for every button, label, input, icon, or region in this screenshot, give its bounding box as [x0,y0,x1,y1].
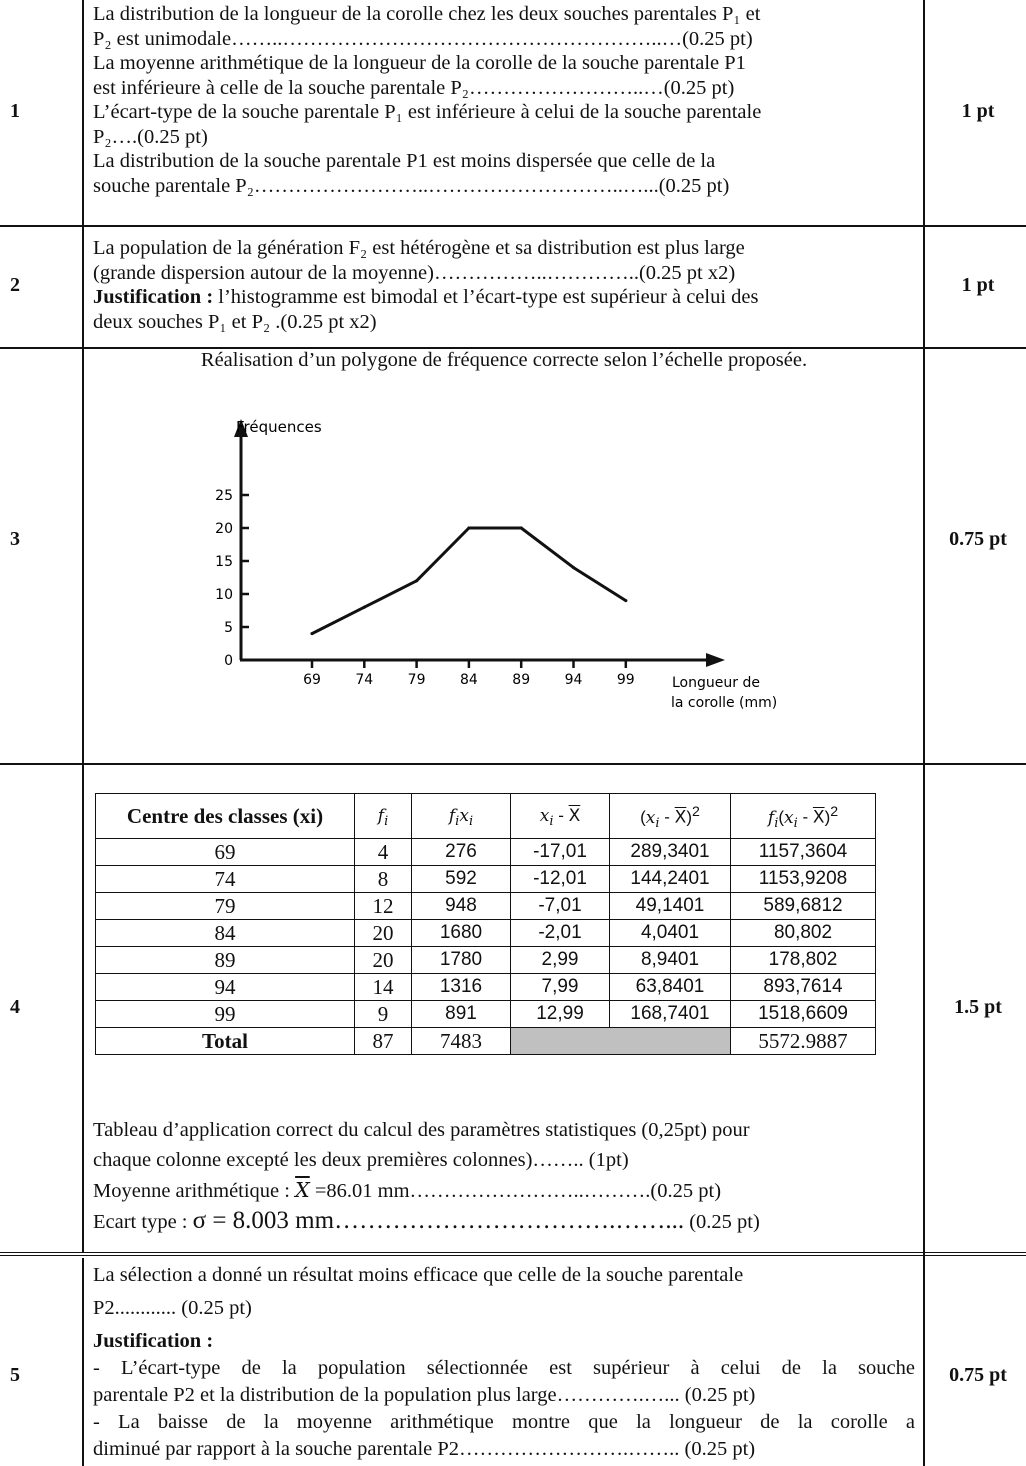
table-row [96,974,876,1001]
answer-line: P₂….(0.25 pt) [93,125,208,148]
table-cell: 5572.9887 [731,1028,876,1055]
points-value: 0.75 pt [949,1364,1007,1386]
table-cell: 49,1401 [610,893,731,920]
answer-line: La moyenne arithmétique de la longueur de la corolle de la souche parentale P1 [93,52,746,74]
table-cell: 178,802 [731,947,876,974]
x-tick-label: 74 [355,672,374,688]
x-axis-arrow-icon [706,653,725,667]
answer-line: deux souches P₁ et P₂ .(0.25 pt x2) [93,310,377,333]
table-cell: 7,99 [511,974,610,1001]
table-row [96,839,876,866]
justification-line: parentale P2 et la distribution de la population plus large………….…... (0.25 pt) [93,1384,756,1406]
table-cell: -17,01 [511,839,610,866]
answer-row-2 [0,226,1026,347]
x-tick-label: 89 [512,672,531,688]
sd-label: Ecart type : [93,1211,193,1233]
table-total-row [96,1028,876,1055]
answer-line: P₂ est unimodale……..………………………………………………..…(0.25 pt) [93,27,753,50]
note-line: chaque colonne excepté les deux premières colonnes)…….. (1pt) [93,1149,629,1171]
y-ticks [215,488,249,669]
data-point [624,599,627,602]
table-cell: 592 [412,866,511,893]
data-point [572,566,575,569]
data-point [520,527,523,530]
question-number: 5 [10,1364,20,1386]
justification-line: - L’écart-type de la population sélectionnée est supérieur à celui de la souche [93,1357,915,1379]
y-tick-label: 25 [215,488,233,504]
x-tick-label: 94 [564,672,583,688]
statistics-notes [93,1115,915,1237]
table-cell: 9 [355,1001,412,1028]
answer-text [93,236,915,334]
answer-line: (grande dispersion autour de la moyenne)……………..…………..(0.25 pt x2) [93,261,736,284]
table-cell: 168,7401 [610,1001,731,1028]
table-cell: 2,99 [511,947,610,974]
table-cell: -12,01 [511,866,610,893]
table-row [96,947,876,974]
table-cell: 8,9401 [610,947,731,974]
table-cell: 4 [355,839,412,866]
answer-text [93,1262,915,1463]
x-tick-label: 84 [459,672,478,688]
y-tick-label: 10 [215,587,233,603]
table-cell: 276 [412,839,511,866]
data-point [467,527,470,530]
justification-line: - La baisse de la moyenne arithmétique montre que la longueur de la corolle a [93,1411,915,1433]
table-cell: 893,7614 [731,974,876,1001]
answer-line: souche parentale P₂……………………..………………………..…...(0.25 pt) [93,174,730,197]
table-cell: 74 [96,866,355,893]
table-cell: 89 [96,947,355,974]
answer-line: La population de la génération F₂ est hétérogène et sa distribution est plus large [93,237,745,259]
table-cell: -2,01 [511,920,610,947]
points-value: 1.5 pt [954,996,1002,1018]
frequency-polygon-chart [180,405,820,725]
table-row [96,893,876,920]
mean-label: Moyenne arithmétique : [93,1180,296,1202]
table-cell: 1157,3604 [731,839,876,866]
table-cell: 84 [96,920,355,947]
table-cell: 891 [412,1001,511,1028]
header-fi: $f_i$ [355,794,412,839]
points-value: 1 pt [961,100,995,122]
table-cell: 20 [355,947,412,974]
points-value: 1 pt [961,274,995,296]
table-cell: 1518,6609 [731,1001,876,1028]
x-tick-label: 79 [407,672,426,688]
table-cell: 589,6812 [731,893,876,920]
note-line: Tableau d’application correct du calcul des paramètres statistiques (0,25pt) pour [93,1119,750,1141]
answer-row-5 [0,1256,1026,1466]
question-number: 1 [10,100,20,122]
justification-line: diminué par rapport à la souche parentale P2…………………….…….. (0.25 pt) [93,1438,756,1460]
sd-value: σ = 8.003 mm…………………………….……... [192,1207,685,1234]
chart-intro: Réalisation d’un polygone de fréquence correcte selon l’échelle proposée. [200,349,808,371]
data-point [415,579,418,582]
polygon-segment [312,607,364,633]
table-row [96,1001,876,1028]
table-cell: 7483 [412,1028,511,1055]
mean-value: =86.01 mm……………………..……….(0.25 pt) [309,1180,722,1202]
justification-label: Justification : [93,1330,214,1352]
y-tick-label: 15 [215,554,233,570]
table-cell: 1153,9208 [731,866,876,893]
table-cell: Total [96,1028,355,1055]
question-number: 4 [10,996,20,1018]
x-tick-label: 99 [616,672,635,688]
answer-line: La distribution de la longueur de la corolle chez les deux souches parentales P₁ et [93,3,761,25]
header-class-centre: Centre des classes (xi) [96,794,355,839]
table-cell: 94 [96,974,355,1001]
answer-text [93,2,915,198]
polygon-segment [417,528,469,581]
y-tick-label: 0 [224,653,233,669]
shaded-cell [511,1028,731,1055]
table-header-row [96,794,876,839]
answer-line: est inférieure à celle de la souche parentale P₂……………………..…(0.25 pt) [93,76,735,99]
table-cell: 289,3401 [610,839,731,866]
x-tick-label: 69 [303,672,321,688]
header-weighted-deviation-squared: $f_i(x_i - \overline{X})^2$ [731,794,876,839]
justification-text: l’histogramme est bimodal et l’écart-type est supérieur à celui des [213,286,759,308]
points-value: 0.75 pt [949,528,1007,550]
x-axis-label-line-2: la corolle (mm) [671,695,778,711]
table-cell: 69 [96,839,355,866]
x-ticks [303,660,635,688]
justification-label: Justification : [93,286,214,308]
data-point [311,632,314,635]
table-cell: 1780 [412,947,511,974]
answer-row-1 [0,0,1026,225]
answer-line: La distribution de la souche parentale P1 est moins dispersée que celle de la [93,150,716,172]
table-cell: 99 [96,1001,355,1028]
table-cell: 14 [355,974,412,1001]
table-cell: 20 [355,920,412,947]
table-cell: 12,99 [511,1001,610,1028]
table-cell: 1316 [412,974,511,1001]
question-number: 3 [10,528,20,550]
answer-line: P2............ (0.25 pt) [93,1297,252,1319]
table-row [96,920,876,947]
sd-line [93,1206,915,1237]
header-fixi: $f_ix_i$ [412,794,511,839]
y-tick-label: 5 [224,620,233,636]
mean-symbol: $\overline{X}$ [295,1178,310,1202]
table-cell: 8 [355,866,412,893]
table-cell: 144,2401 [610,866,731,893]
table-row [96,866,876,893]
table-cell: 4,0401 [610,920,731,947]
mean-line [93,1175,915,1206]
justification-line [93,285,915,310]
table-cell: -7,01 [511,893,610,920]
data-point [363,606,366,609]
answer-line: L’écart-type de la souche parentale P₁ est inférieure à celui de la souche parentale [93,101,762,123]
table-cell: 87 [355,1028,412,1055]
table-cell: 63,8401 [610,974,731,1001]
x-axis-label-line-1: Longueur de [672,675,760,691]
sd-points: (0.25 pt) [684,1211,760,1233]
header-deviation: $x_i - \overline{X}$ [511,794,610,839]
header-deviation-squared: $(x_i - \overline{X})^2$ [610,794,731,839]
table-cell: 80,802 [731,920,876,947]
polygon-segment [364,581,416,607]
polygon-segment [521,528,573,568]
statistics-table [95,793,876,1055]
polygon-segment [574,568,626,601]
question-number: 2 [10,274,20,296]
table-cell: 948 [412,893,511,920]
table-cell: 12 [355,893,412,920]
table-cell: 79 [96,893,355,920]
answer-line: La sélection a donné un résultat moins efficace que celle de la souche parentale [93,1264,744,1286]
table-cell: 1680 [412,920,511,947]
y-tick-label: 20 [215,521,233,537]
series [311,527,628,636]
y-axis-label: Fréquences [236,418,322,436]
